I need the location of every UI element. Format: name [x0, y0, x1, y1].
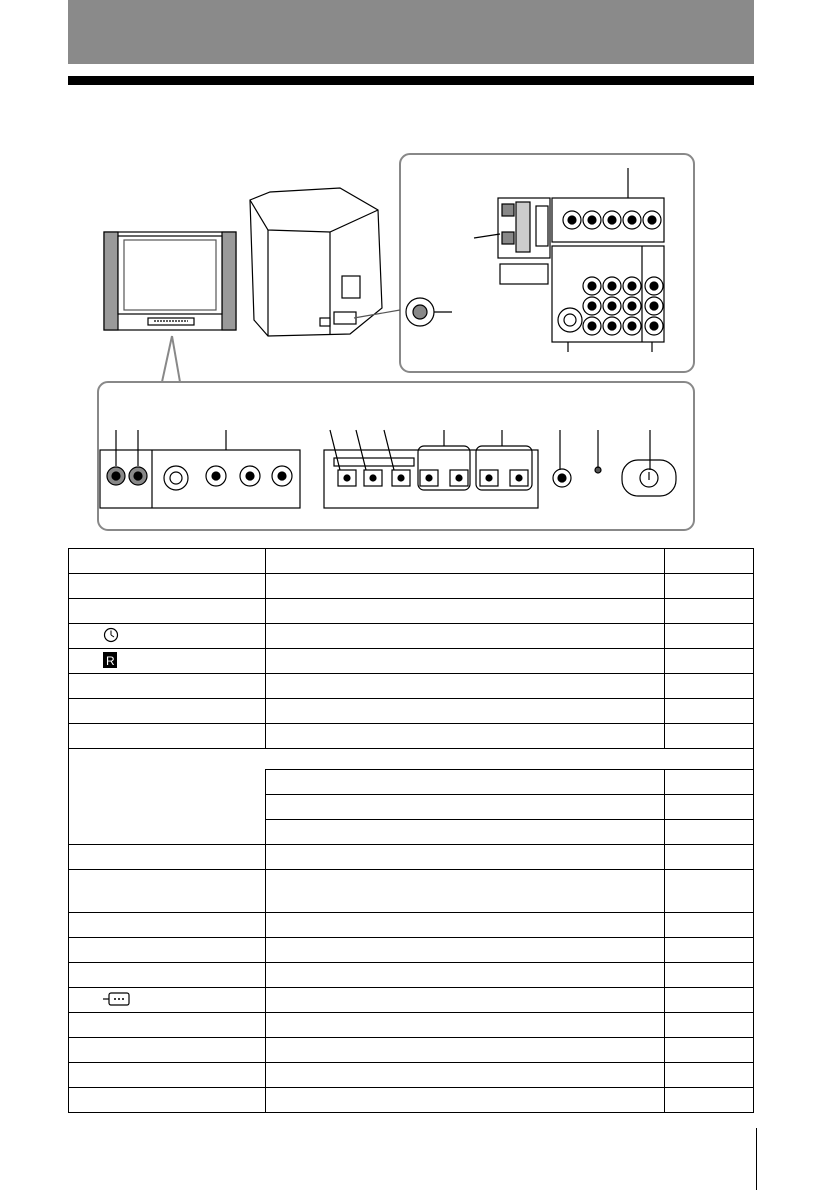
table-row: [69, 674, 754, 699]
table-row: [69, 1088, 754, 1113]
table-row: [69, 699, 754, 724]
table-row: [69, 1013, 754, 1038]
table-row: [69, 574, 754, 599]
svg-text:R: R: [106, 653, 115, 668]
table-row: [69, 724, 754, 749]
table-row: [69, 795, 754, 820]
table-row: [69, 1063, 754, 1088]
parts-table: [68, 548, 754, 1113]
remote-sensor-icon: [103, 652, 117, 671]
s-video-icon: [103, 992, 131, 1009]
table-row: [69, 624, 754, 649]
table-row: [69, 549, 754, 574]
table-row: [69, 1038, 754, 1063]
table-row: [69, 820, 754, 845]
header-rule: [68, 76, 754, 85]
table-row: [69, 988, 754, 1013]
table-row: [69, 963, 754, 988]
front-control-panel: [100, 430, 676, 508]
table-row: [69, 770, 754, 795]
tv-front: [104, 232, 236, 330]
table-row: [69, 749, 754, 770]
rear-terminal-panel: [406, 168, 664, 352]
table-row: [69, 913, 754, 938]
tv-rear: [250, 188, 400, 336]
table-row: [69, 599, 754, 624]
table-row: [69, 649, 754, 674]
header-band: [68, 0, 754, 64]
table-row: [69, 845, 754, 870]
parts-diagram: [0, 140, 840, 532]
page-edge-rule: [756, 1128, 757, 1190]
timer-icon: [103, 627, 119, 646]
table-row: [69, 870, 754, 913]
table-row: [69, 938, 754, 963]
